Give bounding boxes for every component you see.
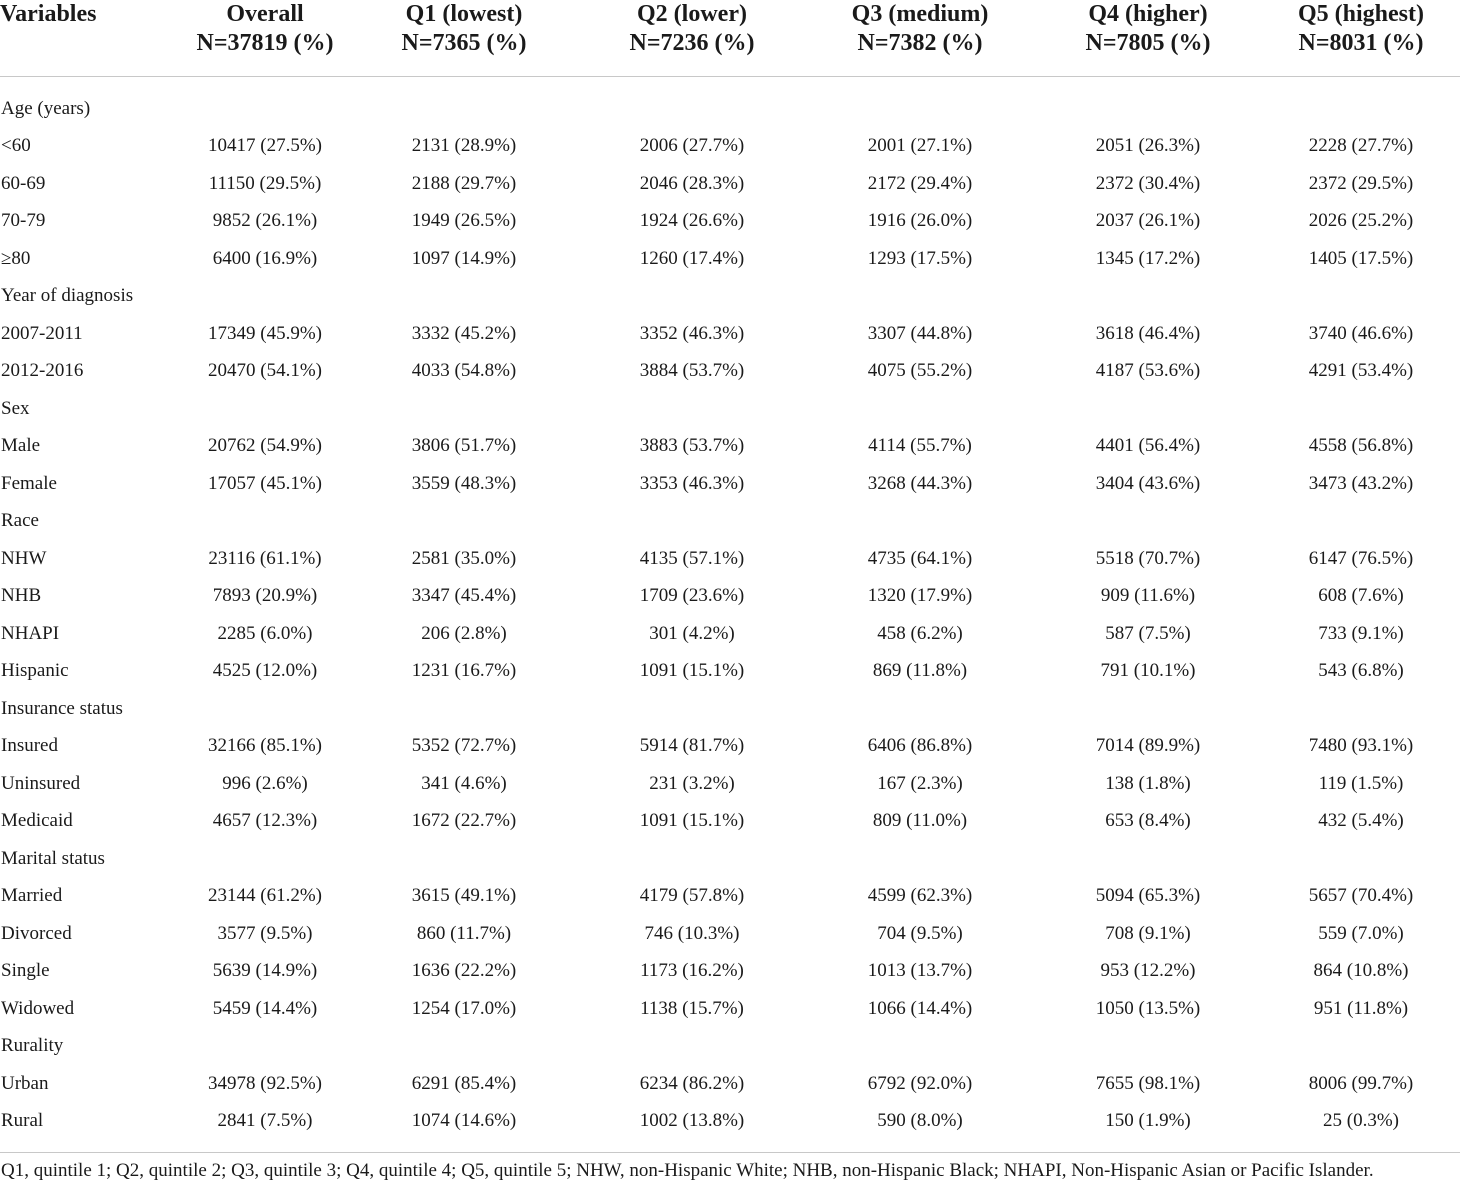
cell-q2 [578, 278, 806, 316]
cell-q4: 587 (7.5%) [1105, 622, 1191, 644]
row-label: 2007-2011 [1, 322, 83, 344]
cell-q4: 791 (10.1%) [1100, 660, 1196, 682]
table-row [0, 128, 1460, 166]
table-row [0, 990, 1460, 1028]
column-header-line1: Q4 (higher) [1088, 1, 1208, 27]
cell-q1: 1254 (17.0%) [411, 997, 517, 1019]
cell-q3 [806, 1028, 1034, 1066]
cell-q1 [350, 1028, 578, 1066]
cell-q1: 4033 (54.8%) [411, 360, 517, 382]
cell-q2: 4179 (57.8%) [639, 885, 745, 907]
cell-q2: 301 (4.2%) [649, 622, 735, 644]
cell-q4 [1034, 390, 1262, 428]
cell-q4 [1034, 278, 1262, 316]
cell-q3: 4075 (55.2%) [867, 360, 973, 382]
cell-q2: 5914 (81.7%) [639, 735, 745, 757]
table-body [0, 77, 1460, 1141]
cell-q3: 3307 (44.8%) [867, 322, 973, 344]
cell-overall [180, 503, 350, 541]
cell-q4 [1034, 503, 1262, 541]
cell-overall: 32166 (85.1%) [208, 735, 322, 757]
column-header-q5 [1262, 0, 1460, 77]
column-header-q1 [350, 0, 578, 77]
cell-q3 [806, 390, 1034, 428]
column-header-line2: N=7805 (%) [1085, 30, 1211, 56]
cell-q3: 2001 (27.1%) [867, 135, 973, 157]
row-label: Uninsured [1, 772, 81, 794]
cell-q2 [578, 90, 806, 128]
column-header-q2 [578, 0, 806, 77]
table-row [0, 503, 1460, 541]
table-header [0, 0, 1460, 77]
row-label: Marital status [1, 847, 105, 869]
cell-q2: 1709 (23.6%) [639, 585, 745, 607]
cell-q5: 2372 (29.5%) [1308, 172, 1414, 194]
table-row [0, 203, 1460, 241]
cell-q2: 1260 (17.4%) [639, 247, 745, 269]
cell-q2: 746 (10.3%) [644, 922, 740, 944]
cell-q2: 2046 (28.3%) [639, 172, 745, 194]
column-header-line2: N=37819 (%) [196, 30, 334, 56]
row-label: 60-69 [1, 172, 46, 194]
cell-q4: 953 (12.2%) [1100, 960, 1196, 982]
table-row [0, 615, 1460, 653]
cell-q2 [578, 840, 806, 878]
cell-q3: 590 (8.0%) [877, 1110, 963, 1132]
cell-q5 [1262, 840, 1460, 878]
cell-q3 [806, 90, 1034, 128]
cell-q4: 909 (11.6%) [1100, 585, 1196, 607]
cell-q4: 3404 (43.6%) [1095, 472, 1201, 494]
table-row [0, 878, 1460, 916]
row-label: Hispanic [1, 660, 69, 682]
cell-q4: 2372 (30.4%) [1095, 172, 1201, 194]
row-label: Male [1, 435, 41, 457]
cell-q1: 6291 (85.4%) [411, 1072, 517, 1094]
cell-q5: 2026 (25.2%) [1308, 210, 1414, 232]
table-row [0, 690, 1460, 728]
cell-q3: 1320 (17.9%) [867, 585, 973, 607]
table-row [0, 540, 1460, 578]
cell-q4: 3618 (46.4%) [1095, 322, 1201, 344]
cell-q3: 4114 (55.7%) [868, 435, 972, 457]
cell-q4: 4401 (56.4%) [1095, 435, 1201, 457]
column-header-line1: Q2 (lower) [637, 1, 747, 27]
column-header-line1: Overall [226, 1, 304, 27]
row-label: 70-79 [1, 210, 46, 232]
cell-overall: 17349 (45.9%) [208, 322, 322, 344]
cell-overall: 3577 (9.5%) [217, 922, 313, 944]
footnote-divider [0, 1152, 1460, 1153]
cell-overall: 10417 (27.5%) [208, 135, 322, 157]
cell-q2: 3352 (46.3%) [639, 322, 745, 344]
cell-q4: 708 (9.1%) [1105, 922, 1191, 944]
cell-q4: 1345 (17.2%) [1095, 247, 1201, 269]
table-row [0, 1028, 1460, 1066]
table-row [0, 465, 1460, 503]
cell-q1 [350, 390, 578, 428]
column-header-line2: N=7236 (%) [629, 30, 755, 56]
cell-q3: 6792 (92.0%) [867, 1072, 973, 1094]
table-row [0, 1065, 1460, 1103]
cell-q3: 1916 (26.0%) [867, 210, 973, 232]
column-header-q3 [806, 0, 1034, 77]
row-label: Insured [1, 735, 58, 757]
row-label: Sex [1, 397, 30, 419]
cell-q3: 2172 (29.4%) [867, 172, 973, 194]
table-row [0, 1103, 1460, 1141]
column-header-overall [180, 0, 350, 77]
cell-overall: 9852 (26.1%) [212, 210, 318, 232]
cell-q4 [1034, 840, 1262, 878]
cell-q5: 559 (7.0%) [1318, 922, 1404, 944]
row-label: Divorced [1, 922, 72, 944]
table-row [0, 578, 1460, 616]
cell-q2: 3353 (46.3%) [639, 472, 745, 494]
row-label: Rural [1, 1110, 44, 1132]
cell-overall [180, 390, 350, 428]
spacer-row [0, 77, 1460, 91]
cell-q4 [1034, 90, 1262, 128]
cell-q1: 2131 (28.9%) [411, 135, 517, 157]
cell-q5 [1262, 690, 1460, 728]
cell-q2: 3884 (53.7%) [639, 360, 745, 382]
cell-overall: 34978 (92.5%) [208, 1072, 322, 1094]
cell-q1: 1636 (22.2%) [411, 960, 517, 982]
cell-q1: 3347 (45.4%) [411, 585, 517, 607]
table-row [0, 803, 1460, 841]
table-row [0, 653, 1460, 691]
cell-q5 [1262, 1028, 1460, 1066]
cell-q4: 5094 (65.3%) [1095, 885, 1201, 907]
cell-q5: 864 (10.8%) [1313, 960, 1409, 982]
cell-q1: 3332 (45.2%) [411, 322, 517, 344]
cell-q5: 5657 (70.4%) [1308, 885, 1414, 907]
cell-q1: 2188 (29.7%) [411, 172, 517, 194]
cell-q1: 206 (2.8%) [421, 622, 507, 644]
cell-overall: 4525 (12.0%) [212, 660, 318, 682]
cell-q3: 809 (11.0%) [872, 810, 968, 832]
cell-q5: 3740 (46.6%) [1308, 322, 1414, 344]
cell-q5 [1262, 390, 1460, 428]
row-label: Widowed [1, 997, 75, 1019]
cell-q1: 860 (11.7%) [416, 922, 512, 944]
cell-q2: 1091 (15.1%) [639, 810, 745, 832]
table-row [0, 90, 1460, 128]
cell-q5: 733 (9.1%) [1318, 622, 1404, 644]
cell-q4: 653 (8.4%) [1105, 810, 1191, 832]
cell-q5: 951 (11.8%) [1313, 997, 1409, 1019]
cell-overall: 20762 (54.9%) [208, 435, 322, 457]
column-header-line1: Q3 (medium) [851, 1, 989, 27]
table-footnote: Q1, quintile 1; Q2, quintile 2; Q3, quintile 3; Q4, quintile 4; Q5, quintile 5; NHW, non-Hispanic White; NHB, non-Hispanic Black; NHAPI, Non-Hispanic Asian or Pacific Islander. [1, 1160, 1374, 1181]
cell-q2: 231 (3.2%) [649, 772, 735, 794]
table-row [0, 728, 1460, 766]
cell-overall [180, 278, 350, 316]
row-label: Urban [1, 1072, 49, 1094]
column-header-line1: Q5 (highest) [1298, 1, 1424, 27]
cell-q4: 150 (1.9%) [1105, 1110, 1191, 1132]
column-header-q4 [1034, 0, 1262, 77]
cell-q1 [350, 278, 578, 316]
cell-overall: 23116 (61.1%) [208, 547, 322, 569]
cell-q1: 1672 (22.7%) [411, 810, 517, 832]
table-row [0, 353, 1460, 391]
cell-q5: 6147 (76.5%) [1308, 547, 1414, 569]
cell-q3: 6406 (86.8%) [867, 735, 973, 757]
row-label: ≥80 [1, 247, 31, 269]
cell-q2: 1138 (15.7%) [640, 997, 744, 1019]
row-label: NHB [1, 585, 42, 607]
cell-q5: 25 (0.3%) [1323, 1110, 1399, 1132]
table-row [0, 165, 1460, 203]
column-header-line1: Variables [0, 1, 97, 27]
cell-q5: 543 (6.8%) [1318, 660, 1404, 682]
cell-q3: 704 (9.5%) [877, 922, 963, 944]
cell-q2 [578, 1028, 806, 1066]
cell-q1: 3806 (51.7%) [411, 435, 517, 457]
row-label: Female [1, 472, 57, 494]
header-row [0, 0, 1460, 77]
table-row [0, 240, 1460, 278]
cell-overall: 20470 (54.1%) [208, 360, 322, 382]
cell-q2: 4135 (57.1%) [639, 547, 745, 569]
table-row [0, 390, 1460, 428]
cell-q3: 869 (11.8%) [872, 660, 968, 682]
cell-overall [180, 690, 350, 728]
cell-q4: 2051 (26.3%) [1095, 135, 1201, 157]
spacer-cell [0, 77, 1460, 91]
cell-q5: 432 (5.4%) [1318, 810, 1404, 832]
cell-overall: 4657 (12.3%) [212, 810, 318, 832]
cell-q2: 3883 (53.7%) [639, 435, 745, 457]
cell-q4: 138 (1.8%) [1105, 772, 1191, 794]
cell-overall: 17057 (45.1%) [208, 472, 322, 494]
cell-q1: 1097 (14.9%) [411, 247, 517, 269]
cell-q4: 5518 (70.7%) [1095, 547, 1201, 569]
cell-q4: 7655 (98.1%) [1095, 1072, 1201, 1094]
cell-overall [180, 90, 350, 128]
cell-q1: 1949 (26.5%) [411, 210, 517, 232]
cell-q2 [578, 503, 806, 541]
cell-q1: 3615 (49.1%) [411, 885, 517, 907]
table-row [0, 428, 1460, 466]
cell-q4 [1034, 1028, 1262, 1066]
cell-q1: 3559 (48.3%) [411, 472, 517, 494]
cell-overall: 23144 (61.2%) [208, 885, 322, 907]
cell-q2: 1924 (26.6%) [639, 210, 745, 232]
cell-q5: 119 (1.5%) [1318, 772, 1404, 794]
cell-q4: 4187 (53.6%) [1095, 360, 1201, 382]
column-header-line1: Q1 (lowest) [405, 1, 523, 27]
column-header-variables [0, 0, 180, 77]
cell-overall [180, 840, 350, 878]
row-label: 2012-2016 [1, 360, 84, 382]
cell-q3: 1293 (17.5%) [867, 247, 973, 269]
cell-q3: 458 (6.2%) [877, 622, 963, 644]
column-header-line2: N=8031 (%) [1298, 30, 1424, 56]
cell-overall: 5639 (14.9%) [212, 960, 318, 982]
table-row [0, 953, 1460, 991]
cell-q5: 7480 (93.1%) [1308, 735, 1414, 757]
cell-q1: 2581 (35.0%) [411, 547, 517, 569]
cell-q5: 4558 (56.8%) [1308, 435, 1414, 457]
cell-q2: 1173 (16.2%) [640, 960, 744, 982]
row-label: Insurance status [1, 697, 123, 719]
cell-q1: 5352 (72.7%) [411, 735, 517, 757]
cell-q3 [806, 503, 1034, 541]
cell-q5 [1262, 503, 1460, 541]
column-header-line2: N=7365 (%) [401, 30, 527, 56]
table-row [0, 765, 1460, 803]
cell-q3: 1013 (13.7%) [867, 960, 973, 982]
cell-q2 [578, 690, 806, 728]
cell-q3: 167 (2.3%) [877, 772, 963, 794]
cell-q2: 2006 (27.7%) [639, 135, 745, 157]
cell-overall: 7893 (20.9%) [212, 585, 318, 607]
cell-q5: 1405 (17.5%) [1308, 247, 1414, 269]
table-row [0, 915, 1460, 953]
cell-q5 [1262, 278, 1460, 316]
cell-q3 [806, 690, 1034, 728]
cell-q5: 2228 (27.7%) [1308, 135, 1414, 157]
row-label: <60 [1, 135, 31, 157]
cell-q1 [350, 503, 578, 541]
row-label: NHAPI [1, 622, 60, 644]
cell-overall: 2285 (6.0%) [217, 622, 313, 644]
cell-q2: 6234 (86.2%) [639, 1072, 745, 1094]
row-label: Medicaid [1, 810, 73, 832]
cell-q1: 1231 (16.7%) [411, 660, 517, 682]
cell-q4: 7014 (89.9%) [1095, 735, 1201, 757]
row-label: NHW [1, 547, 47, 569]
cell-overall: 6400 (16.9%) [212, 247, 318, 269]
table-row [0, 840, 1460, 878]
cell-q5 [1262, 90, 1460, 128]
table-row [0, 278, 1460, 316]
cell-q1: 1074 (14.6%) [411, 1110, 517, 1132]
cell-q3: 4735 (64.1%) [867, 547, 973, 569]
cell-q4: 2037 (26.1%) [1095, 210, 1201, 232]
cell-overall: 996 (2.6%) [222, 772, 308, 794]
cell-q5: 8006 (99.7%) [1308, 1072, 1414, 1094]
cell-q1 [350, 840, 578, 878]
cell-q5: 3473 (43.2%) [1308, 472, 1414, 494]
row-label: Race [1, 510, 39, 532]
cell-overall: 5459 (14.4%) [212, 997, 318, 1019]
cell-overall [180, 1028, 350, 1066]
cell-q4 [1034, 690, 1262, 728]
cell-overall: 2841 (7.5%) [217, 1110, 313, 1132]
cell-q1: 341 (4.6%) [421, 772, 507, 794]
cell-q3 [806, 278, 1034, 316]
cell-q4: 1050 (13.5%) [1095, 997, 1201, 1019]
table-row [0, 315, 1460, 353]
cell-q3 [806, 840, 1034, 878]
row-label: Rurality [1, 1035, 64, 1057]
row-label: Single [1, 960, 50, 982]
cell-q3: 4599 (62.3%) [867, 885, 973, 907]
cell-q3: 3268 (44.3%) [867, 472, 973, 494]
row-label: Year of diagnosis [1, 285, 134, 307]
cell-q2 [578, 390, 806, 428]
cell-q1 [350, 90, 578, 128]
cell-q3: 1066 (14.4%) [867, 997, 973, 1019]
cell-q5: 608 (7.6%) [1318, 585, 1404, 607]
cell-overall: 11150 (29.5%) [208, 172, 322, 194]
cell-q2: 1091 (15.1%) [639, 660, 745, 682]
row-label: Married [1, 885, 63, 907]
cell-q2: 1002 (13.8%) [639, 1110, 745, 1132]
cell-q5: 4291 (53.4%) [1308, 360, 1414, 382]
row-label: Age (years) [1, 97, 91, 119]
cell-q1 [350, 690, 578, 728]
column-header-line2: N=7382 (%) [857, 30, 983, 56]
